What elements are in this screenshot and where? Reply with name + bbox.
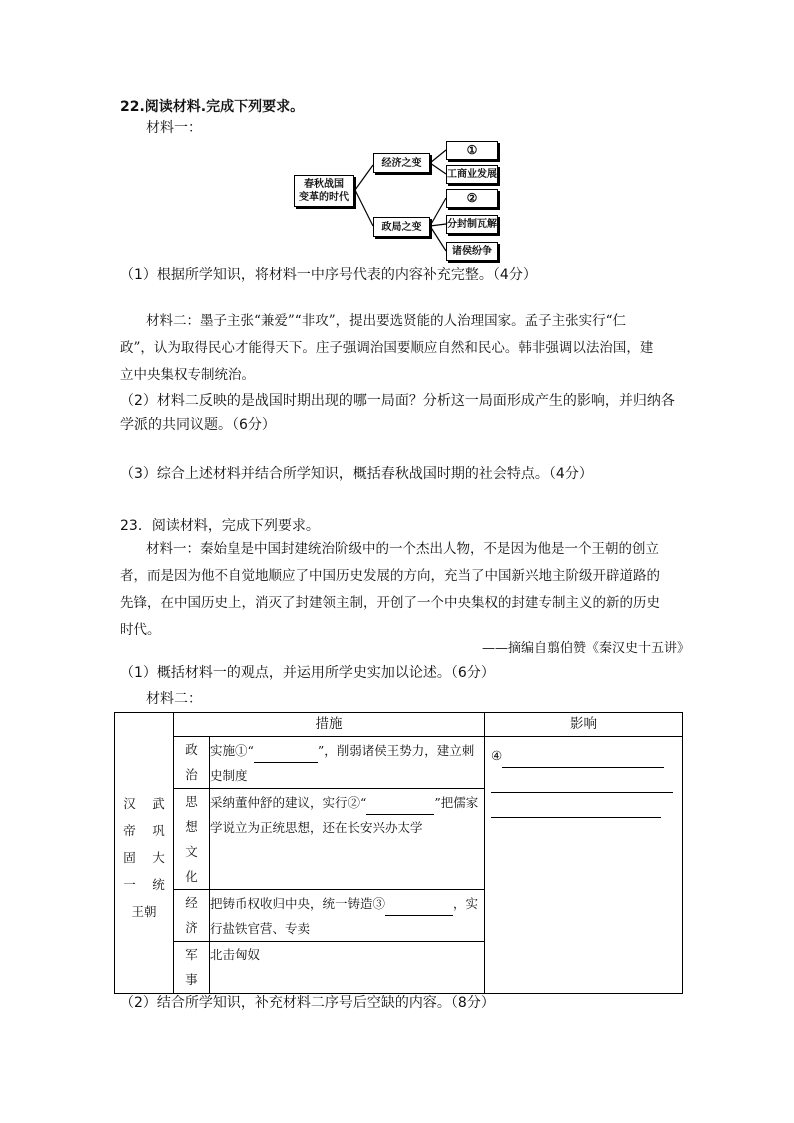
- category-char: 化: [185, 869, 198, 884]
- reform-diagram: [0, 0, 794, 270]
- measure-politics: [210, 737, 485, 789]
- blank-4-line3[interactable]: [491, 793, 661, 818]
- category-char: 想: [185, 819, 198, 834]
- diagram-blank-2-box: ②: [446, 189, 498, 208]
- diagram-root-line2: 变革的时代: [299, 192, 349, 203]
- blank-3[interactable]: [385, 890, 453, 916]
- row-label-char: 汉: [123, 795, 136, 811]
- q23-title: 23．阅读材料，完成下列要求。: [120, 518, 320, 534]
- measure-military: [210, 942, 485, 994]
- category-economy: [174, 890, 210, 942]
- measure-text: 把铸币权收归中央，统一铸造③: [210, 896, 386, 911]
- measure-culture: [210, 789, 485, 890]
- diagram-blank-1-box: ①: [446, 141, 498, 160]
- diagram-feudal-collapse-box: 分封制瓦解: [446, 215, 498, 234]
- measures-table: [114, 712, 683, 994]
- diagram-commerce-box: 工商业发展: [446, 165, 498, 184]
- row-label-char: 帝: [123, 822, 136, 838]
- q22-material2-line3: 立中央集权专制统治。: [120, 367, 255, 383]
- diagram-politics-box: 政局之变: [373, 217, 430, 237]
- measure-text: ，实行盐铁官营、专卖: [210, 896, 479, 936]
- q22-title: 22.阅读材料.完成下列要求。: [120, 99, 305, 115]
- diagram-root-line1: 春秋战国: [304, 179, 344, 190]
- row-label-char: 武: [152, 795, 165, 811]
- row-label-char: 一: [123, 876, 136, 892]
- q22-material1-label: 材料一：: [146, 120, 202, 136]
- q23-material1: [120, 536, 678, 644]
- category-char: 治: [185, 767, 198, 782]
- row-label-char: 大: [152, 849, 165, 865]
- q23-sub1: （1）概括材料一的观点，并运用所学史实加以论述。（6分）: [120, 665, 495, 681]
- q22-sub2-line1: （2）材料二反映的是战国时期出现的哪一局面？分析这一局面形成产生的影响，并归纳各: [120, 393, 675, 409]
- category-politics: [174, 737, 210, 789]
- blank-4-line2[interactable]: [491, 768, 673, 793]
- measure-economy: [210, 890, 485, 942]
- category-char: 军: [185, 947, 198, 962]
- impact-marker: ④: [491, 748, 503, 763]
- row-label-char: 王朝: [131, 903, 157, 919]
- q22-sub1: （1）根据所学知识，将材料一中序号代表的内容补充完整。（4分）: [120, 267, 537, 283]
- q23-material1-line4: 时代。: [120, 622, 161, 638]
- header-impact: 影响: [485, 713, 683, 737]
- q23-material1-line1: 材料一：秦始皇是中国封建统治阶级中的一个杰出人物，不是因为他是一个王朝的创立: [146, 541, 659, 557]
- row-label-cell: [115, 713, 174, 994]
- row-label-char: 巩: [152, 822, 165, 838]
- q22-material2: [120, 308, 675, 389]
- category-char: 政: [185, 742, 198, 757]
- impact-cell: [485, 737, 683, 994]
- measure-text: 采纳董仲舒的建议，实行②“: [210, 795, 367, 810]
- q22-sub3: （3）综合上述材料并结合所学知识，概括春秋战国时期的社会特点。（4分）: [120, 466, 593, 482]
- row-label-char: 统: [152, 876, 165, 892]
- category-char: 经: [185, 895, 198, 910]
- table-row-politics: [115, 737, 683, 789]
- diagram-root-box: [294, 175, 354, 207]
- q22-material2-line2: 政”，认为取得民心才能得天下。庄子强调治国要顺应自然和民心。韩非强调以法治国，建: [120, 340, 654, 356]
- q23-material2-label: 材料二：: [146, 691, 202, 707]
- measure-text: 北击匈奴: [210, 947, 261, 962]
- category-char: 济: [185, 920, 198, 935]
- row-label-char: 固: [123, 849, 136, 865]
- q23-sub2: （2）结合所学知识，补充材料二序号后空缺的内容。（8分）: [120, 995, 495, 1011]
- diagram-economy-box: 经济之变: [373, 153, 430, 173]
- blank-2[interactable]: [366, 789, 434, 815]
- category-char: 事: [185, 972, 198, 987]
- header-measures: 措施: [174, 713, 485, 737]
- diagram-vassal-conflict-box: 诸侯纷争: [446, 242, 498, 261]
- blank-4-line1[interactable]: [502, 743, 664, 768]
- measure-text: ”，削弱诸侯王势力，建立刺史制度: [210, 743, 475, 783]
- category-char: 思: [185, 794, 198, 809]
- table-header-row: [115, 713, 683, 737]
- category-military: [174, 942, 210, 994]
- measure-text: ”把儒家学说立为正统思想，还在长安兴办太学: [210, 795, 479, 835]
- category-char: 文: [185, 844, 198, 859]
- measure-text: 实施①“: [210, 743, 254, 758]
- q23-material1-line3: 先锋，在中国历史上，消灭了封建领主制，开创了一个中央集权的封建专制主义的新的历史: [120, 595, 660, 611]
- q23-source: ——摘编自翦伯赞《秦汉史十五讲》: [481, 641, 690, 656]
- q22-material2-line1: 材料二：墨子主张“兼爱”“非攻”，提出要选贤能的人治理国家。孟子主张实行“仁: [146, 313, 627, 329]
- category-culture: [174, 789, 210, 890]
- blank-1[interactable]: [254, 737, 318, 763]
- q22-sub2-line2: 学派的共同议题。（6分）: [120, 417, 276, 433]
- q23-material1-line2: 者，而是因为他不自觉地顺应了中国历史发展的方向，充当了中国新兴地主阶级开辟道路的: [120, 568, 660, 584]
